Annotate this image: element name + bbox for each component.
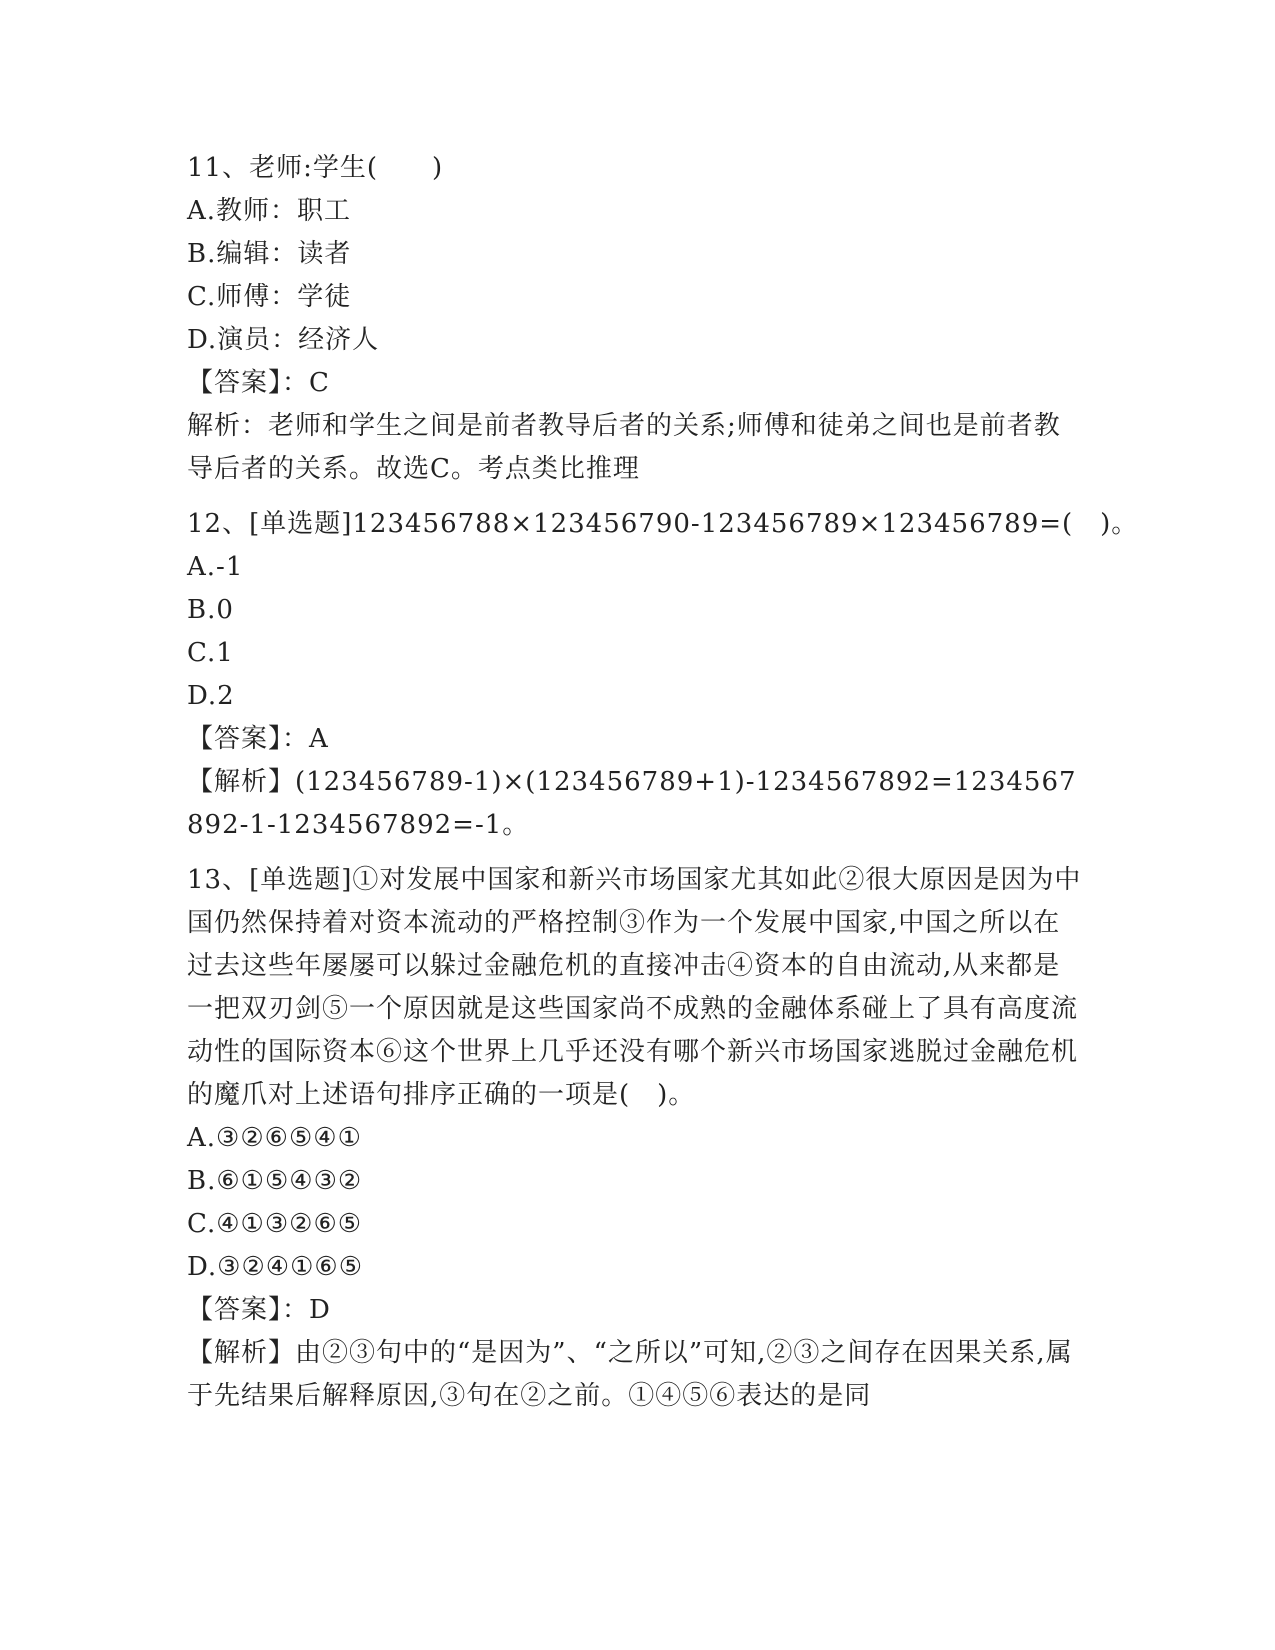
option-c: C.1 bbox=[187, 638, 234, 668]
question-stem: 11、老师:学生( ) bbox=[187, 153, 444, 183]
analysis: 【解析】(123456789-1)×(123456789+1)-1234567892=1234567892-1-1234567892=-1。 bbox=[187, 767, 1077, 840]
option-c: C.师傅：学徒 bbox=[187, 282, 352, 312]
option-a: A.③②⑥⑤④① bbox=[187, 1123, 362, 1153]
answer: 【答案】：D bbox=[187, 1295, 331, 1325]
question-13 bbox=[187, 859, 1087, 1418]
analysis: 【解析】由②③句中的“是因为”、“之所以”可知,②③之间存在因果关系,属于先结果后解释原因,③句在②之前。①④⑤⑥表达的是同 bbox=[187, 1338, 1073, 1411]
option-c: C.④①③②⑥⑤ bbox=[187, 1209, 363, 1239]
option-d: D.演员：经济人 bbox=[187, 325, 380, 355]
answer: 【答案】：A bbox=[187, 724, 329, 754]
option-b: B.0 bbox=[187, 595, 234, 625]
question-12 bbox=[187, 503, 1139, 847]
answer: 【答案】：C bbox=[187, 368, 330, 398]
option-a: A.教师：职工 bbox=[187, 196, 352, 226]
question-stem: 13、[单选题]①对发展中国家和新兴市场国家尤其如此②很大原因是因为中国仍然保持着对资本流动的严格控制③作为一个发展中国家,中国之所以在过去这些年屡屡可以躲过金融危机的直接冲击④资本的自由流动,从来都是一把双刃剑⑤一个原因就是这些国家尚不成熟的金融体系碰上了具有高度流动性的国际资本⑥这个世界上几乎还没有哪个新兴市场国家逃脱过金融危机的魔爪对上述语句排序正确的一项是( )。 bbox=[187, 865, 1082, 1110]
option-b: B.编辑：读者 bbox=[187, 239, 352, 269]
analysis: 解析：老师和学生之间是前者教导后者的关系;师傅和徒弟之间也是前者教导后者的关系。故选C。考点类比推理 bbox=[187, 411, 1061, 484]
question-list bbox=[187, 147, 1139, 1418]
option-d: D.2 bbox=[187, 681, 235, 711]
option-b: B.⑥①⑤④③② bbox=[187, 1166, 363, 1196]
question-11 bbox=[187, 147, 1087, 491]
question-stem: 12、[单选题]123456788×123456790-123456789×123456789=( )。 bbox=[187, 509, 1139, 539]
option-d: D.③②④①⑥⑤ bbox=[187, 1252, 364, 1282]
option-a: A.-1 bbox=[187, 552, 244, 582]
